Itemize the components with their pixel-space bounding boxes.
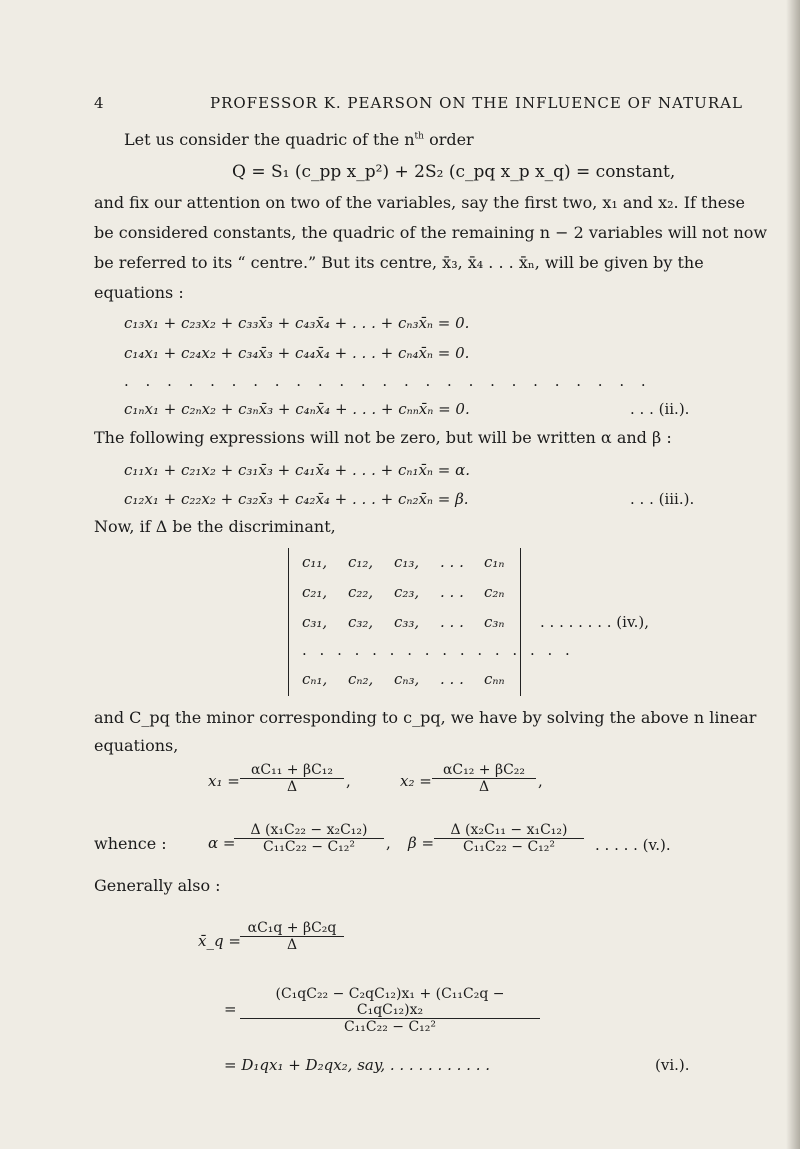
xq-full-numerator: (C₁qC₂₂ − C₂qC₁₂)x₁ + (C₁₁C₂q − C₁qC₁₂)x₂ (275, 986, 505, 1018)
beta-numerator: Δ (x₂C₁₁ − x₁C₁₂) (450, 822, 568, 838)
alpha-numerator: Δ (x₁C₂₂ − x₂C₁₂) (250, 822, 368, 838)
determinant-cell: cₙ₃, (394, 670, 420, 688)
intro-text: Let us consider the quadric of the n (124, 130, 415, 149)
equation-row: c₁₁x₁ + c₂₁x₂ + c₃₁x̄₃ + c₄₁x̄₄ + . . . + cₙ₁x̄ₙ = α. (124, 461, 470, 479)
equation-row: c₁₂x₁ + c₂₂x₂ + c₃₂x̄₃ + c₄₂x̄₄ + . . . + cₙ₂x̄ₙ = β. (124, 490, 469, 508)
determinant-cell: . . . (440, 583, 464, 601)
determinant-cell: c₃₂, (348, 613, 374, 631)
xq-full-equals: = (224, 1000, 237, 1018)
equation-row: c₁₄x₁ + c₂₄x₂ + c₃₄x̄₃ + c₄₄x̄₄ + . . . + cₙ₄x̄ₙ = 0. (124, 344, 470, 362)
beta-lhs: β = (408, 834, 435, 852)
paragraph-line: equations, (94, 736, 179, 755)
alpha-comma: , (386, 834, 391, 852)
determinant-ellipsis-row: . . . . . . . . . . . . . . . . (302, 641, 574, 659)
determinant-cell: . . . (440, 670, 464, 688)
determinant-cell: c₃₁, (302, 613, 328, 631)
xq-full-denominator: C₁₁C₂₂ − C₁₂² (240, 1018, 540, 1035)
alpha-fraction (234, 822, 384, 855)
xq-numerator: αC₁q + βC₂q (247, 920, 337, 936)
x1-lhs: x₁ = (208, 772, 240, 790)
determinant-cell: cₙ₂, (348, 670, 374, 688)
intro-end: order (429, 130, 474, 149)
paragraph-line: The following expressions will not be zero, but will be written α and β : (94, 428, 672, 447)
determinant-cell: . . . (440, 553, 464, 571)
x2-denominator: Δ (432, 778, 536, 795)
determinant-left-bar (288, 548, 289, 696)
determinant-cell: c₃ₙ (484, 613, 505, 631)
xq-denominator: Δ (240, 936, 344, 953)
paragraph-line: equations : (94, 283, 184, 302)
determinant-cell: cₙ₁, (302, 670, 328, 688)
page-edge-shadow (786, 0, 800, 1149)
paragraph-intro (124, 132, 474, 148)
equation-label-ii: . . . (ii.). (630, 400, 690, 418)
intro-sup: th (414, 131, 424, 142)
paragraph-line: and C_pq the minor corresponding to c_pq, we have by solving the above n linear (94, 708, 757, 727)
beta-denominator: C₁₁C₂₂ − C₁₂² (434, 838, 584, 855)
determinant-cell: c₁₂, (348, 553, 374, 571)
paragraph-line: be referred to its “ centre.” But its centre, x̄₃, x̄₄ . . . x̄ₙ, will be given by the (94, 253, 704, 272)
final-equation: = D₁qx₁ + D₂qx₂, say, . . . . . . . . . . . (224, 1056, 490, 1074)
determinant-cell: . . . (440, 613, 464, 631)
x1-fraction (240, 762, 344, 795)
determinant-cell: c₁ₙ (484, 553, 505, 571)
determinant-cell: c₂ₙ (484, 583, 505, 601)
xq-fraction (240, 920, 344, 953)
x2-comma: , (538, 772, 543, 790)
paragraph-line: be considered constants, the quadric of the remaining n − 2 variables will not now (94, 223, 768, 242)
x2-fraction (432, 762, 536, 795)
x1-numerator: αC₁₁ + βC₁₂ (250, 762, 334, 778)
x2-lhs: x₂ = (400, 772, 432, 790)
equation-label-iv: . . . . . . . . (iv.), (540, 613, 650, 631)
paragraph-line: and fix our attention on two of the variables, say the first two, x₁ and x₂. If these (94, 193, 745, 212)
x1-denominator: Δ (240, 778, 344, 795)
determinant-cell: cₙₙ (484, 670, 505, 688)
determinant-cell: c₃₃, (394, 613, 420, 631)
alpha-denominator: C₁₁C₂₂ − C₁₂² (234, 838, 384, 855)
beta-fraction (434, 822, 584, 855)
paragraph-line: Now, if Δ be the discriminant, (94, 517, 336, 536)
ellipsis-row: . . . . . . . . . . . . . . . . . . . . . . . . . (124, 372, 652, 390)
page-number: 4 (94, 94, 105, 112)
running-title: PROFESSOR K. PEARSON ON THE INFLUENCE OF NATURAL (210, 94, 743, 112)
x1-comma: , (346, 772, 351, 790)
equation-label-iii: . . . (iii.). (630, 490, 695, 508)
determinant-cell: c₂₂, (348, 583, 374, 601)
determinant-cell: c₁₃, (394, 553, 420, 571)
alpha-lhs: α = (208, 834, 236, 852)
equation-row: c₁ₙx₁ + c₂ₙx₂ + c₃ₙx̄₃ + c₄ₙx̄₄ + . . . + cₙₙx̄ₙ = 0. (124, 400, 470, 418)
equation-label-vi: (vi.). (655, 1056, 690, 1074)
determinant-cell: c₂₃, (394, 583, 420, 601)
quadric-equation: Q = S₁ (c_pp x_p²) + 2S₂ (c_pq x_p x_q) = constant, (232, 162, 676, 182)
determinant-cell: c₁₁, (302, 553, 328, 571)
xq-full-fraction (240, 986, 540, 1035)
x2-numerator: αC₁₂ + βC₂₂ (442, 762, 526, 778)
equation-row: c₁₃x₁ + c₂₃x₂ + c₃₃x̄₃ + c₄₃x̄₄ + . . . + cₙ₃x̄ₙ = 0. (124, 314, 470, 332)
determinant-cell: c₂₁, (302, 583, 328, 601)
generally-label: Generally also : (94, 876, 221, 895)
xq-lhs: x̄_q = (198, 932, 241, 950)
determinant-right-bar (520, 548, 521, 696)
whence-label: whence : (94, 834, 167, 853)
equation-label-v: . . . . . (v.). (595, 836, 671, 854)
